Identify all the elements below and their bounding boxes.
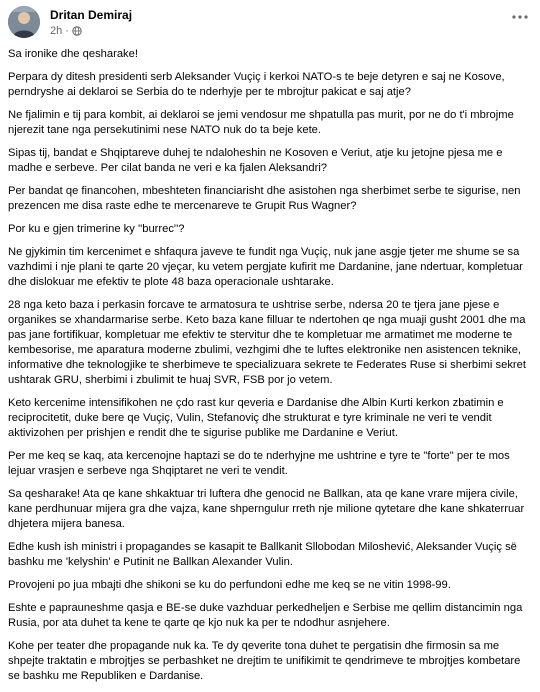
meta-separator: · bbox=[65, 25, 69, 37]
post-paragraph: Sipas tij, bandat e Shqiptareve duhej te ndaloheshin ne Kosoven e Veriut, atje ku jetojne pjesa me e madhe e serbeve. Per cilat banda ne veri e ka fjalen Aleksandri? bbox=[8, 147, 503, 174]
post-paragraph: Edhe kush ish ministri i propagandes se kasapit te Ballkanit Sllobodan Miloshević, Aleksander Vuçiç së bashku me 'kelyshin' e Putinit ne Ballkan Alexander Vulin. bbox=[8, 541, 517, 568]
author-avatar[interactable] bbox=[8, 6, 40, 38]
post-paragraph: Eshte e paprauneshme qasja e BE-se duke vazhduar perkedheljen e Serbise me qellim distancimin nga Rusia, por ata duhet ta kene te qarte qe kjo nuk ka per te ndodhur asnjehere. bbox=[8, 602, 523, 629]
globe-icon[interactable] bbox=[72, 26, 82, 36]
post-paragraph: Por ku e gjen trimerine ky ''burrec''? bbox=[8, 223, 185, 235]
post-paragraph: Ne gjykimin tim kercenimet e shfaqura javeve te fundit nga Vuçiç, nuk jane asgje tjeter me shume se sa vazhdimi i nje plani te qarte 20 vjeçar, ku vetem pergjate kufirit me Dardanine, jane ndertuar, kompletuar dhe dislokuar me efektiv te plote 48 baza operacionale ushtarake. bbox=[8, 246, 523, 288]
author-name[interactable]: Dritan Demiraj bbox=[50, 8, 133, 22]
post-body bbox=[8, 47, 530, 692]
post-paragraph: Provojeni po jua mbajti dhe shikoni se ku do perfundoni edhe me keq se ne vitin 1998-99. bbox=[8, 579, 451, 591]
post-paragraph: 28 nga keto baza i perkasin forcave te armatosura te ushtrise serbe, ndersa 20 te tjera jane pjese e organikes se xhandarmarise serbe. Keto baza kane filluar te ndertohen qe nga muaji gusht 2001 dhe ma pas jane fortifikuar, kompletuar me efektiv te stervitur dhe te kompletuar me armatimet me moderne te kembesorise, me aparatura moderne zbulimi, vezhgimi dhe te luftes elektronike nen asistencen teknike, informative dhe teknologjike te sherbimeve te specializuara sekrete te Federates Ruse si sherbimi sekret ushtarak GRU, sherbimi i zbulimit te huaj SVR, FSB por jo vetem. bbox=[8, 299, 526, 386]
post-paragraph: Perpara dy ditesh presidenti serb Aleksander Vuçiç i kerkoi NATO-s te beje detyren e saj ne Kosove, perndryshe ai deklaroi se Serbia do te nderhyje per te mbrojtur pakicat e saj atje? bbox=[8, 71, 505, 98]
post-header bbox=[8, 4, 532, 42]
post-paragraph: Keto kercenime intensifikohen ne çdo rast kur qeveria e Dardanise dhe Albin Kurti kerkon zbatimin e reciprocitetit, duke bere qe Vuçiç, Vulin, Stefanoviç dhe strukturat e tyre kriminale ne veri te vendit aktivizohen per prishjen e rendit dhe te sigurise publike me Dardanine e Veriut. bbox=[8, 397, 504, 439]
avatar-image bbox=[8, 6, 40, 38]
post-paragraph: Ne fjalimin e tij para kombit, ai deklaroi se jemi vendosur me shpatulla pas murit, por ne do t'i mbrojme njerezit tane nga persekutinimi nese NATO nuk do ta beje kete. bbox=[8, 109, 514, 136]
post-paragraph: Sa ironike dhe qesharake! bbox=[8, 48, 138, 60]
post-paragraph: Kohe per teater dhe propagande nuk ka. Te dy qeverite tona duhet te pergatisin dhe firmosin sa me shpejte traktatin e mbrojtjes se perbashket ne drejtim te unifikimit te qendrimeve te mbrojtjes kombetare se bashku me Republiken e Dardanise. bbox=[8, 640, 521, 682]
post-time[interactable]: 2h bbox=[50, 25, 63, 37]
post-paragraph: Per bandat qe financohen, mbeshteten financiarisht dhe asistohen nga sherbimet serbe te sigurise, nen prezencen me disa raste edhe te mercenareve te Grupit Rus Wagner? bbox=[8, 185, 521, 212]
post-meta bbox=[50, 25, 82, 37]
more-options-icon bbox=[512, 15, 528, 19]
more-options-button[interactable] bbox=[508, 8, 532, 26]
post-paragraph: Per me keq se kaq, ata kercenojne haptazi se do te nderhyjne me ushtrine e tyre te "forte" per te mos lejuar vrasjen e serbeve nga Shqiptaret ne veri te vendit. bbox=[8, 450, 510, 477]
post-paragraph: Sa qesharake! Ata qe kane shkaktuar tri luftera dhe genocid ne Ballkan, ata qe kane vrare mijera civile, kane perdhunuar mijera gra dhe vajza, kane shperngulur rreth nje milione qytetare dhe kane shkaterruar dhjetera mijera banesa. bbox=[8, 488, 525, 530]
